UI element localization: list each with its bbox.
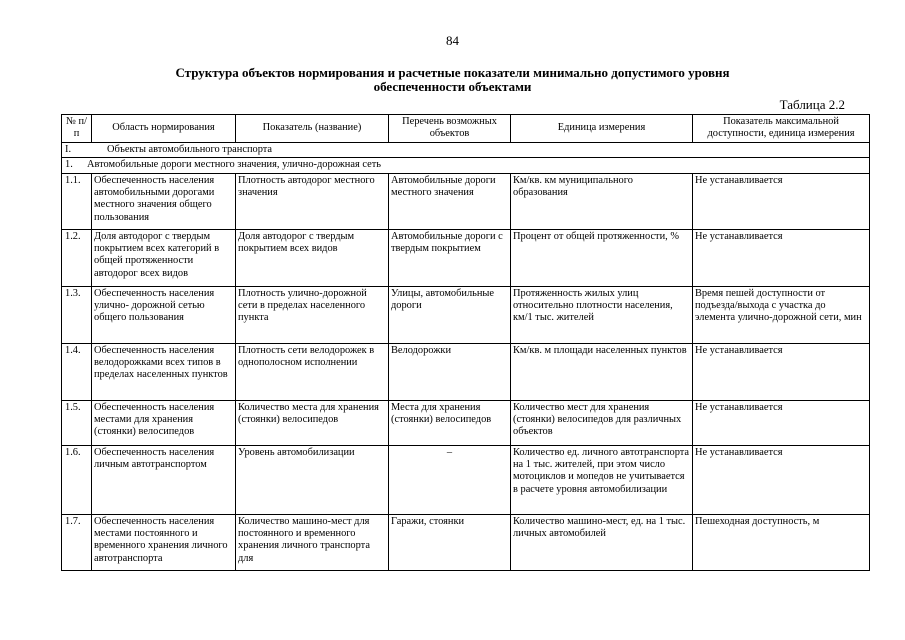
subsection-num: 1. [65, 159, 73, 171]
row-objects: – [389, 445, 511, 514]
row-access: Не устанавливается [693, 173, 870, 229]
row-access: Время пешей доступности от подъезда/выхода с участка до элемента улично-дорожной сети, мин [693, 286, 870, 343]
row-indicator: Плотность сети велодорожек в однополосном исполнении [236, 343, 389, 400]
row-num: 1.4. [62, 343, 92, 400]
header-num: № п/п [62, 115, 92, 143]
section-label: Объекты автомобильного транспорта [107, 143, 273, 155]
title-line-2: обеспеченности объектами [373, 79, 532, 94]
title-line-1: Структура объектов нормирования и расчетные показатели минимально допустимого уровня [175, 65, 730, 80]
row-access: Не устанавливается [693, 229, 870, 286]
row-objects: Автомобильные дороги с твердым покрытием [389, 229, 511, 286]
row-num: 1.2. [62, 229, 92, 286]
subsection-row [62, 158, 870, 173]
table-row [62, 445, 870, 514]
row-num: 1.6. [62, 445, 92, 514]
row-objects: Улицы, автомобильные дороги [389, 286, 511, 343]
subsection-label: Автомобильные дороги местного значения, улично-дорожная сеть [87, 159, 381, 171]
section-row [62, 142, 870, 157]
row-unit: Км/кв. км муниципального образования [511, 173, 693, 229]
row-objects: Гаражи, стоянки [389, 514, 511, 570]
row-area: Обеспеченность населения велодорожками всех типов в пределах населенных пунктов [92, 343, 236, 400]
row-unit: Количество ед. личного автотранспорта на 1 тыс. жителей, при этом число мотоциклов и мопедов не учитывается в расчете уровня автомобилизации [511, 445, 693, 514]
row-area: Обеспеченность населения местами постоянного и временного хранения личного автотранспорта [92, 514, 236, 570]
row-num: 1.1. [62, 173, 92, 229]
row-area: Обеспеченность населения личным автотранспортом [92, 445, 236, 514]
row-access: Не устанавливается [693, 400, 870, 445]
row-indicator: Уровень автомобилизации [236, 445, 389, 514]
row-unit: Км/кв. м площади населенных пунктов [511, 343, 693, 400]
row-num: 1.7. [62, 514, 92, 570]
table-row [62, 400, 870, 445]
standards-table [61, 114, 870, 571]
row-indicator: Количество машино-мест для постоянного и временного хранения личного транспорта для [236, 514, 389, 570]
table-row [62, 343, 870, 400]
row-area: Доля автодорог с твердым покрытием всех категорий в общей протяженности автодорог всех видов [92, 229, 236, 286]
row-indicator: Количество места для хранения (стоянки) велосипедов [236, 400, 389, 445]
header-access: Показатель максимальной доступности, единица измерения [693, 115, 870, 143]
row-unit: Процент от общей протяженности, % [511, 229, 693, 286]
page-number: 84 [446, 33, 459, 48]
row-objects: Места для хранения (стоянки) велосипедов [389, 400, 511, 445]
row-indicator: Плотность улично-дорожной сети в пределах населенного пункта [236, 286, 389, 343]
section-num: I. [65, 143, 72, 155]
row-unit: Количество машино-мест, ед. на 1 тыс. личных автомобилей [511, 514, 693, 570]
table-header-row [62, 115, 870, 143]
row-unit: Количество мест для хранения (стоянки) велосипедов для различных объектов [511, 400, 693, 445]
header-unit: Единица измерения [511, 115, 693, 143]
row-area: Обеспеченность населения автомобильными дорогами местного значения общего пользования [92, 173, 236, 229]
table-row [62, 229, 870, 286]
row-access: Не устанавливается [693, 343, 870, 400]
table-row [62, 286, 870, 343]
header-objects: Перечень возможных объектов [389, 115, 511, 143]
table-caption: Таблица 2.2 [779, 97, 845, 112]
row-access: Пешеходная доступность, м [693, 514, 870, 570]
row-area: Обеспеченность населения улично- дорожной сетью общего пользования [92, 286, 236, 343]
table-row [62, 173, 870, 229]
row-indicator: Доля автодорог с твердым покрытием всех видов [236, 229, 389, 286]
document-title [80, 66, 825, 94]
row-objects: Велодорожки [389, 343, 511, 400]
header-area: Область нормирования [92, 115, 236, 143]
row-num: 1.3. [62, 286, 92, 343]
row-indicator: Плотность автодорог местного значения [236, 173, 389, 229]
row-access: Не устанавливается [693, 445, 870, 514]
row-num: 1.5. [62, 400, 92, 445]
header-indicator: Показатель (название) [236, 115, 389, 143]
table-row [62, 514, 870, 570]
row-area: Обеспеченность населения местами для хранения (стоянки) велосипедов [92, 400, 236, 445]
row-objects: Автомобильные дороги местного значения [389, 173, 511, 229]
row-unit: Протяженность жилых улиц относительно плотности населения, км/1 тыс. жителей [511, 286, 693, 343]
